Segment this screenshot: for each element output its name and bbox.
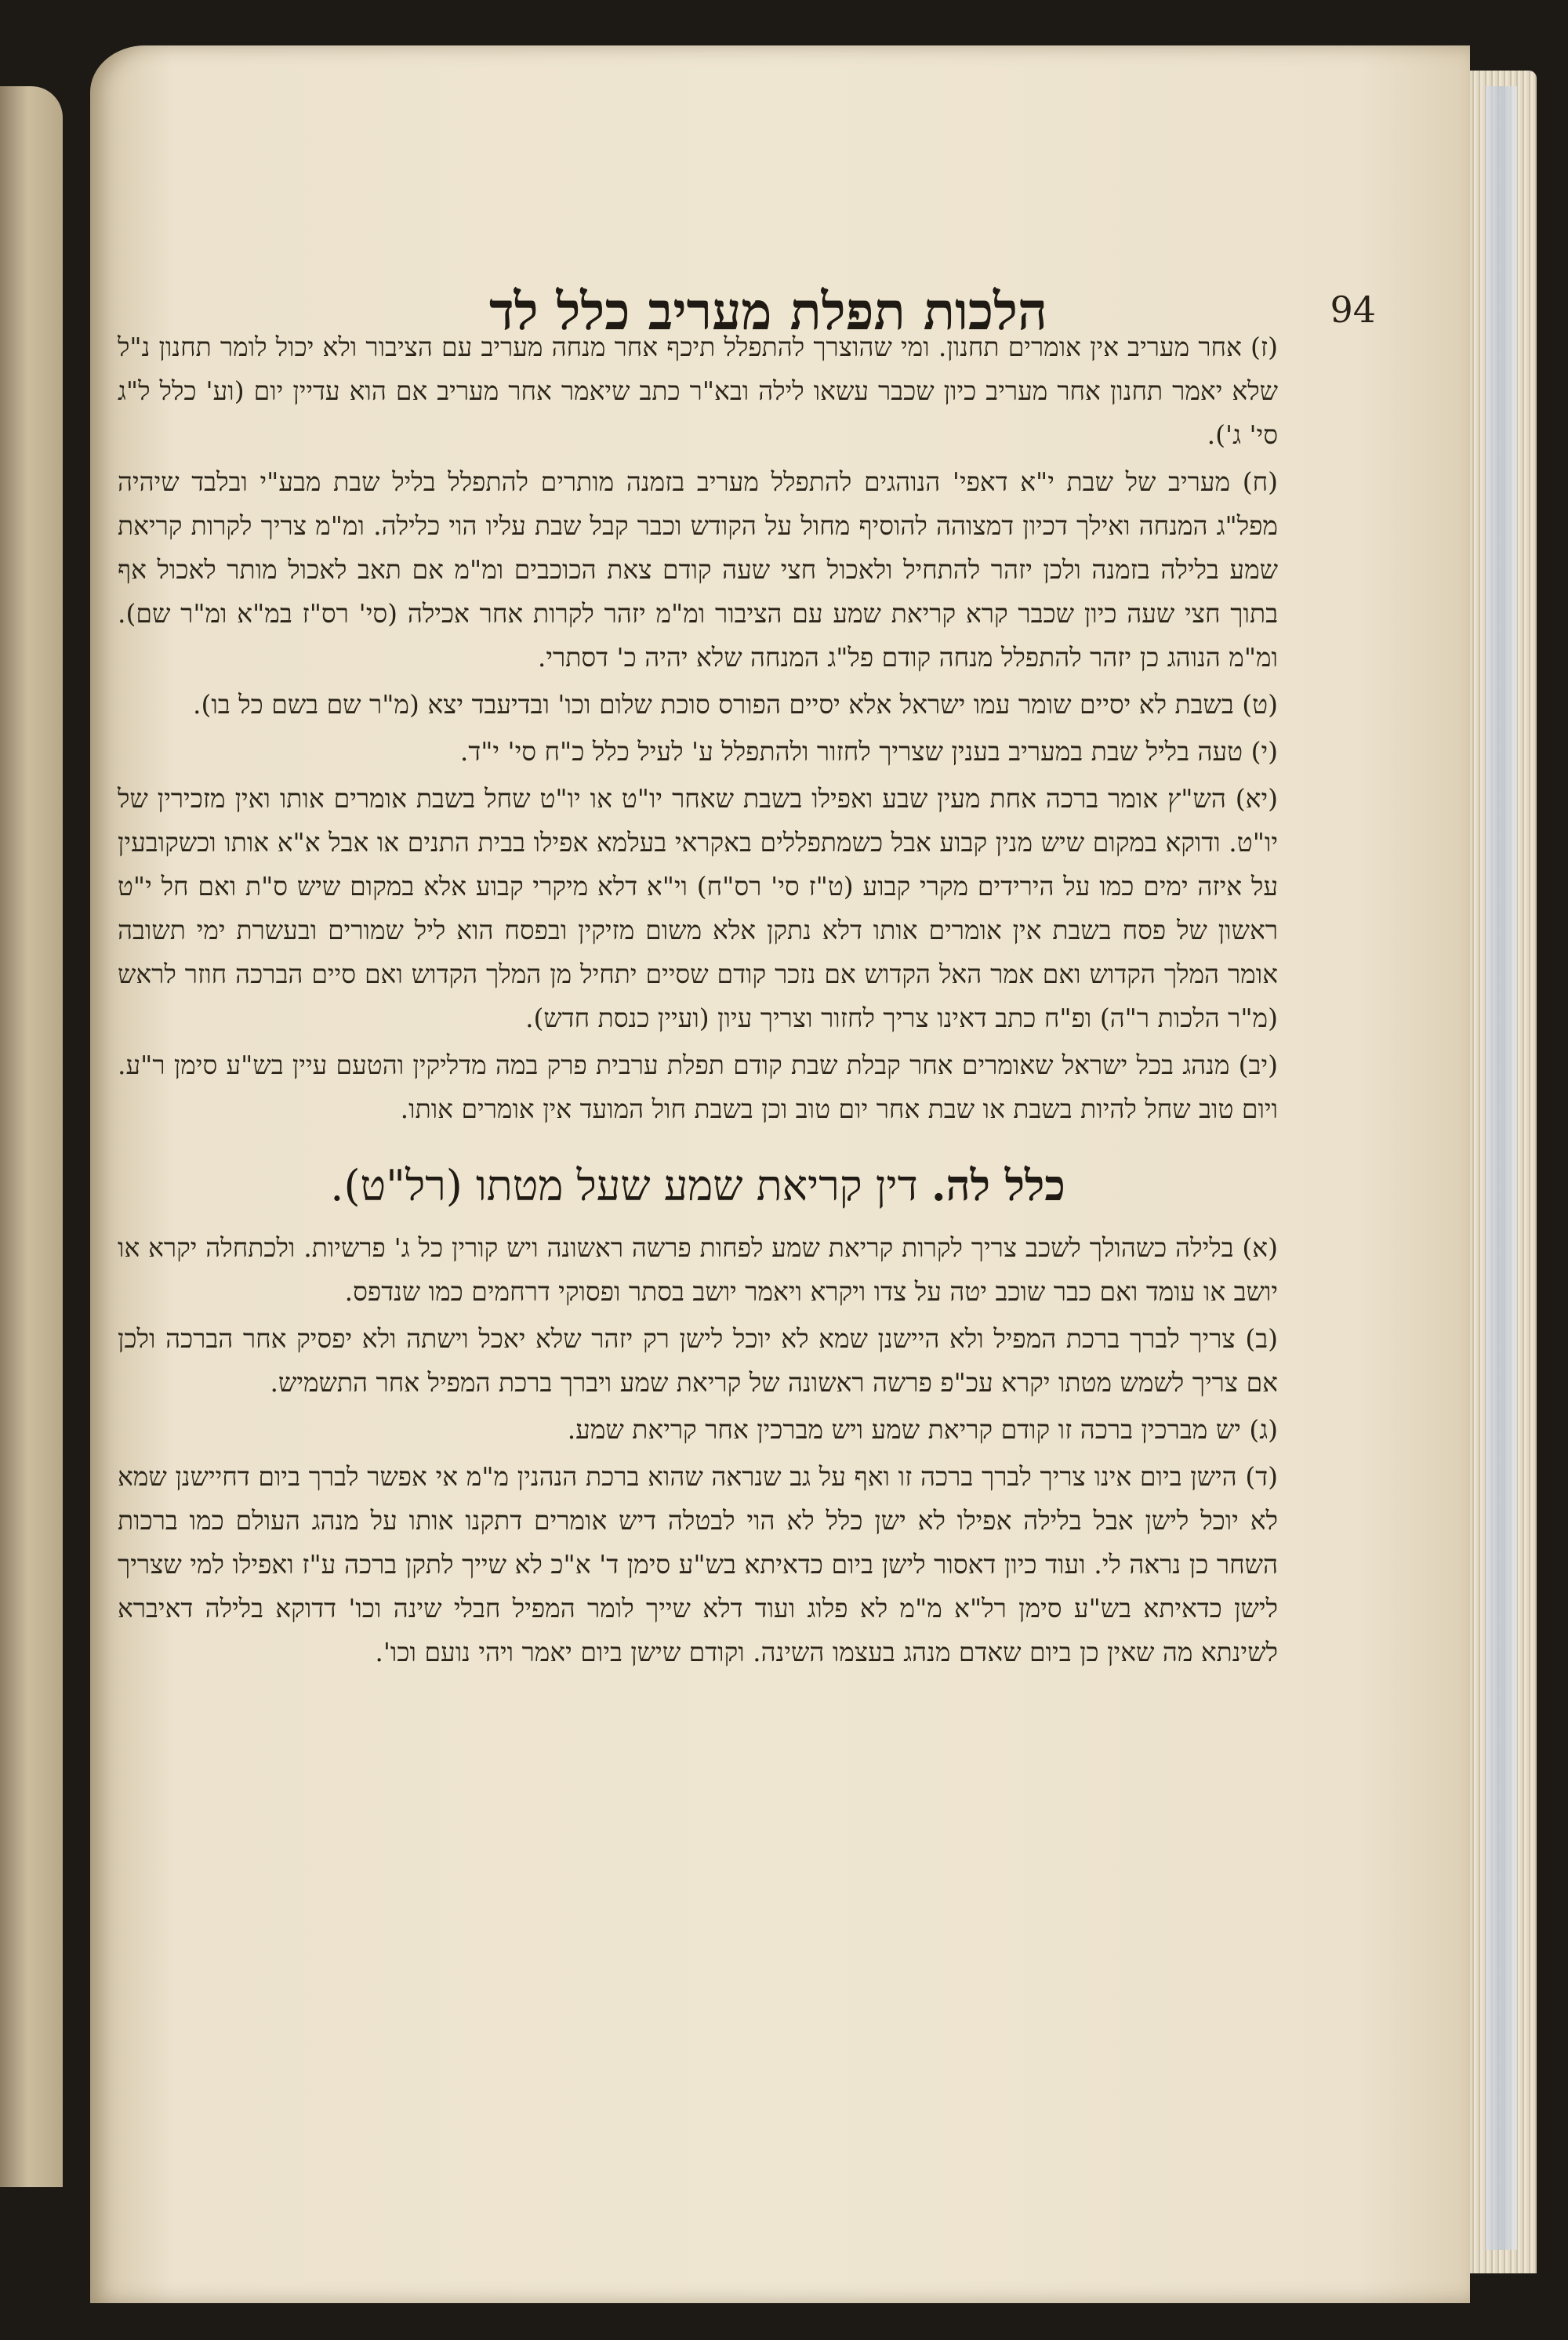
paragraph: (ט) בשבת לא יסיים שומר עמו ישראל אלא יסיים הפורס סוכת שלום וכו' ובדיעבד יצא (מ"ר שם בשם כל בו). (192, 689, 1278, 720)
paragraph: (ד) הישן ביום אינו צריך לברך ברכה זו ואף על גב שנראה שהוא ברכת הנהנין מ"מ אי אפשר לברך ביום דחיישנן שמא לא יוכל לישן אבל בלילה אפילו לא ישן כלל לא הוי לבטלה דיש אומרים דתקנו אותו על מנהג העולם כמו ברכות השחר כן נראה לי. ועוד כיון דאסור לישן ביום כדאיתא בש"ע סימן ד' א"כ לא שייך לתקן ברכה ע"ז ואפילו למי שצריך לישן כדאיתא בש"ע סימן רל"א מ"מ לא פלוג ועוד דלא שייך לומר המפיל חבלי שינה וכו' דדוקא בלילה דאיברא לשינתא מה שאין כן ביום שאדם מנהג בעצמו השינה. וקודם שישן ביום יאמר ויהי נועם וכו'. (118, 1461, 1278, 1667)
previous-page-edge (0, 86, 63, 2187)
book-edge (1486, 86, 1517, 2250)
section-title: דין קריאת שמע שעל מטתו (רל"ט). (330, 1161, 918, 1210)
paragraph: (יא) הש"ץ אומר ברכה אחת מעין שבע ואפילו בשבת שאחר יו"ט או יו"ט שחל בשבת אומרים אותו ואין מזכירין של יו"ט. ודוקא במקום שיש מנין קבוע אבל כשמתפללים באקראי בעלמא אפילו בבית התנים או אבל א"א אותו וכשקובעין על איזה ימים כמו על הירידים מקרי קבוע (ט"ז סי' רס"ח) וי"א דלא מיקרי קבוע אלא במקום שיש ס"ת ואם חל י"ט ראשון של פסח בשבת אין אומרים אותו דלא נתקן אלא משום מזיקין ובפסח הוא ליל שמורים ובעשרת ימי תשובה אומר המלך הקדוש ואם אמר האל הקדוש אם נזכר קודם שסיים יתחיל מן המלך הקדוש ואם סיים הברכה חוזר לראש (מ"ר הלכות ר"ה) ופ"ח כתב דאינו צריך לחזור וצריך עיון (ועיין כנסת חדש). (118, 783, 1278, 1033)
section-label: כלל לה. (931, 1160, 1065, 1210)
section-heading (118, 1158, 1278, 1214)
paragraph: (א) בלילה כשהולך לשכב צריך לקרות קריאת שמע לפחות פרשה ראשונה ויש קורין כל ג' פרשיות. ולכתחלה יקרא או יושב או עומד ואם כבר שוכב יטה על צדו ויקרא ויאמר יושב בסתר ופסוקי דרחמים כמו שנדפס. (118, 1232, 1278, 1307)
paragraph: (יב) מנהג בכל ישראל שאומרים אחר קבלת שבת קודם תפלת ערבית פרק במה מדליקין והטעם עיין בש"ע סימן ר"ע. ויום טוב שחל להיות בשבת או שבת אחר יום טוב וכן בשבת חול המועד אין אומרים אותו. (118, 1050, 1278, 1124)
running-title: הלכות תפלת מעריב כלל לד (488, 281, 1048, 342)
paragraph: (ג) יש מברכין ברכה זו קודם קריאת שמע ויש מברכין אחר קריאת שמע. (567, 1414, 1278, 1445)
paragraph: (ז) אחר מעריב אין אומרים תחנון. ומי שהוצרך להתפלל תיכף אחר מנחה מעריב עם הציבור ולא יכול לומר תחנון נ"ל שלא יאמר תחנון אחר מעריב כיון שכבר עשאו לילה ובא"ר כתב שיאמר אחר מעריב אם הוא עדיין יום (וע' כלל ל"ג סי' ג'). (118, 332, 1278, 450)
paragraph: (ב) צריך לברך ברכת המפיל ולא היישנן שמא לא יוכל לישן רק יזהר שלא יאכל וישתה ולא יפסיק אחר הברכה ולכן אם צריך לשמש מטתו יקרא עכ"פ פרשה ראשונה של קריאת שמע ויברך ברכת המפיל אחר התשמיש. (118, 1323, 1278, 1398)
paragraph: (י) טעה בליל שבת במעריב בענין שצריך לחזור ולהתפלל ע' לעיל כלל כ"ח סי' י"ד. (459, 736, 1278, 767)
paragraph: (ח) מעריב של שבת י"א דאפי' הנוהגים להתפלל מעריב בזמנה מותרים להתפלל בליל שבת מבע"י ובלבד שיהיה מפל"ג המנחה ואילך דכיון דמצוהה להוסיף מחול על הקודש וכבר קבל שבת עליו הוי כלילה. ומ"מ צריך לקרות קריאת שמע בלילה בזמנה ולכן יזהר להתחיל ולאכול חצי שעה קודם צאת הכוכבים ומ"מ אם תאב לאכול מותר לאכול אף בתוך חצי שעה כיון שכבר קרא קריאת שמע עם הציבור ומ"מ יזהר לקרות אחר אכילה (סי' רס"ז במ"א ומ"ר שם). ומ"מ הנוהג כן יזהר להתפלל מנחה קודם פל"ג המנחה שלא יהיה כ' דסתרי. (118, 466, 1278, 673)
page-number: 94 (1330, 288, 1376, 331)
page-body (118, 325, 1278, 1678)
